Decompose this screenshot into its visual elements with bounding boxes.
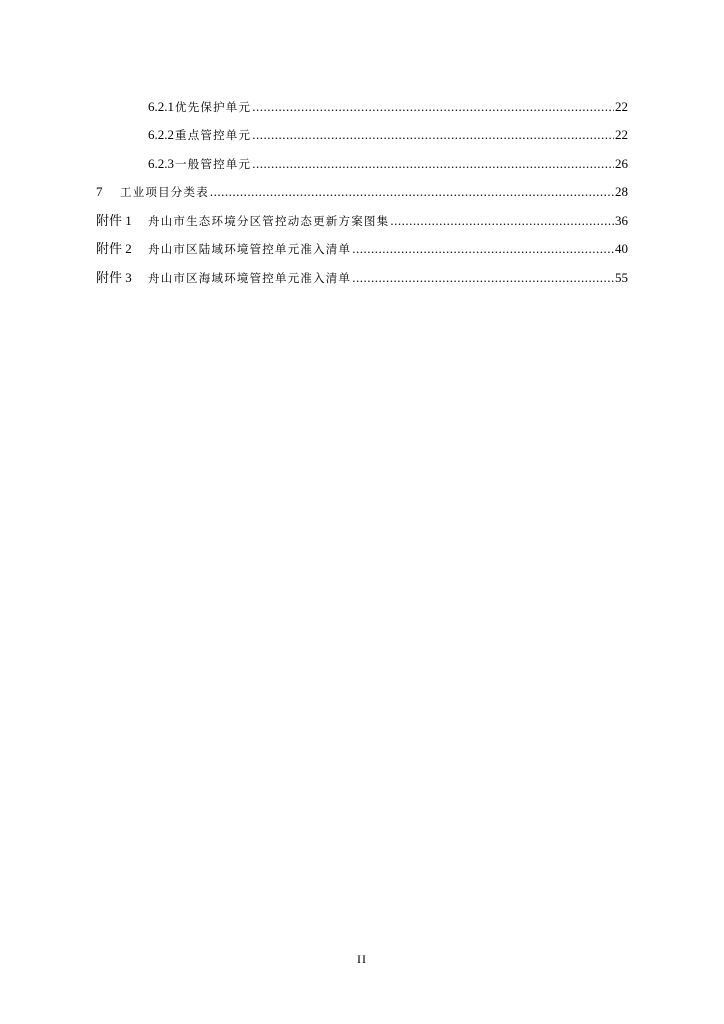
toc-entry-appendix-2[interactable] [96, 241, 628, 257]
toc-entry-title: 舟山市区海域环境管控单元准入清单 [148, 271, 352, 285]
toc-entry-page: 28 [615, 184, 628, 199]
toc-entry-chapter-7[interactable] [96, 184, 628, 200]
toc-entry-title: 一般管控单元 [175, 157, 252, 171]
toc-entry-page: 22 [615, 127, 628, 142]
toc-entry-6-2-2[interactable] [148, 127, 628, 143]
toc-entry-page: 22 [615, 99, 628, 114]
toc-entry-number: 6.2.1 [148, 99, 174, 114]
toc-entry-number: 附件 3 [96, 270, 132, 285]
toc-entry-title: 工业项目分类表 [120, 185, 209, 199]
toc-dot-leader [252, 99, 614, 115]
page-number: II [357, 952, 367, 966]
toc-dot-leader [210, 184, 614, 200]
toc-entry-6-2-1[interactable] [148, 99, 628, 115]
toc-entry-number: 附件 2 [96, 241, 132, 256]
toc-dot-leader [252, 127, 614, 143]
toc-entry-number: 6.2.2 [148, 127, 174, 142]
toc-entry-page: 55 [615, 270, 628, 285]
toc-dot-leader [390, 213, 614, 229]
toc-entry-appendix-1[interactable] [96, 213, 628, 229]
toc-entry-title: 重点管控单元 [175, 128, 252, 142]
table-of-contents [0, 0, 724, 300]
toc-entry-title: 舟山市区陆域环境管控单元准入清单 [148, 242, 352, 256]
toc-dot-leader [352, 270, 614, 286]
toc-entry-appendix-3[interactable] [96, 270, 628, 286]
toc-entry-6-2-3[interactable] [148, 156, 628, 172]
toc-entry-number: 6.2.3 [148, 156, 174, 171]
toc-entry-page: 36 [615, 213, 628, 228]
toc-entry-title: 优先保护单元 [175, 100, 252, 114]
toc-entry-number: 附件 1 [96, 213, 132, 228]
toc-dot-leader [252, 156, 614, 172]
toc-dot-leader [352, 241, 614, 257]
toc-entry-page: 26 [615, 156, 628, 171]
toc-entry-number: 7 [96, 184, 103, 199]
toc-entry-page: 40 [615, 241, 628, 256]
toc-entry-title: 舟山市生态环境分区管控动态更新方案图集 [148, 214, 390, 228]
